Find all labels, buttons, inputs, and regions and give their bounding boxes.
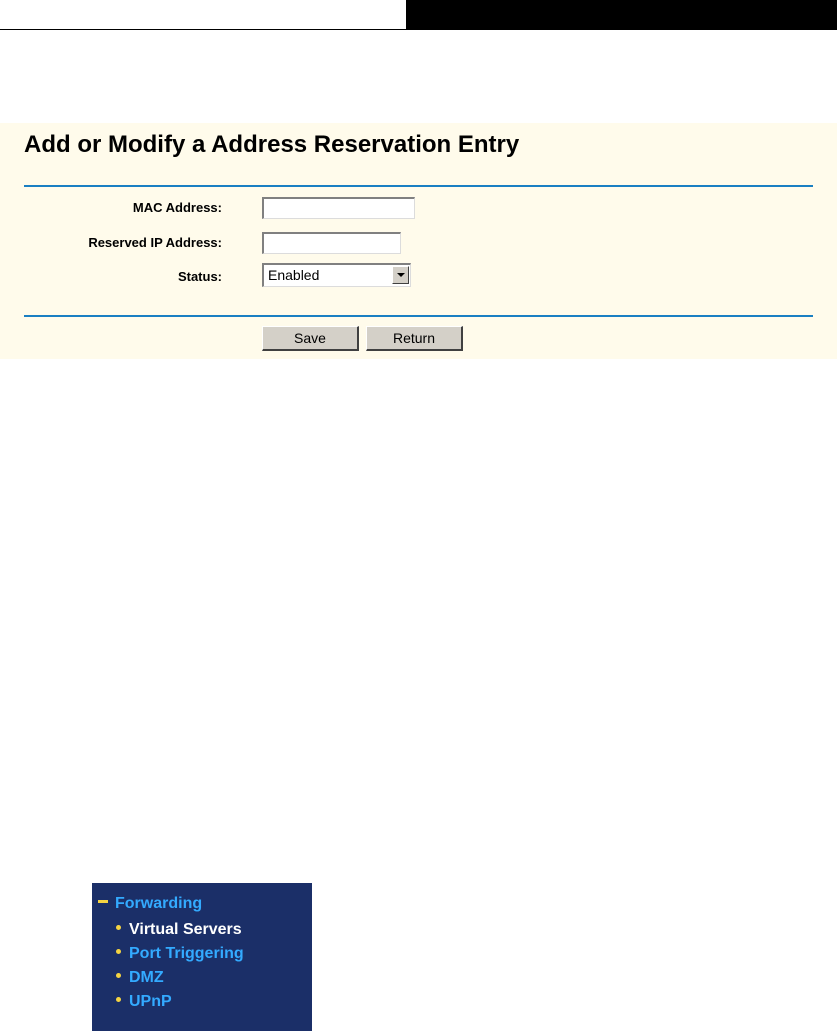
return-button[interactable]: Return xyxy=(366,326,463,351)
menu-item-forwarding-label: Forwarding xyxy=(115,895,203,912)
collapse-minus-icon xyxy=(98,900,108,903)
page-title: Add or Modify a Address Reservation Entry xyxy=(24,131,520,158)
submenu-item-label: DMZ xyxy=(129,969,164,986)
bullet-icon xyxy=(116,925,121,930)
submenu-item-port-triggering[interactable] xyxy=(116,945,244,963)
reserved-ip-label: Reserved IP Address: xyxy=(88,235,222,250)
bullet-icon xyxy=(116,973,121,978)
reserved-ip-input[interactable] xyxy=(262,232,401,254)
save-button[interactable]: Save xyxy=(262,326,359,351)
submenu-item-label: Port Triggering xyxy=(129,945,244,962)
bottom-divider xyxy=(24,315,813,317)
submenu-item-label: UPnP xyxy=(129,993,172,1010)
sidebar-menu xyxy=(92,883,312,1031)
bullet-icon xyxy=(116,997,121,1002)
submenu-item-label: Virtual Servers xyxy=(129,921,242,938)
status-select-value: Enabled xyxy=(268,267,320,283)
document-header-rule xyxy=(0,29,837,30)
chevron-down-icon xyxy=(397,273,405,277)
dropdown-arrow-button[interactable] xyxy=(392,266,409,284)
submenu-item-upnp[interactable] xyxy=(116,993,172,1011)
status-label: Status: xyxy=(177,269,222,284)
menu-item-forwarding[interactable] xyxy=(98,895,202,913)
mac-address-input[interactable] xyxy=(262,197,415,219)
mac-address-label: MAC Address: xyxy=(132,200,222,215)
document-header-bar xyxy=(406,0,837,29)
submenu-item-virtual-servers[interactable] xyxy=(116,921,242,939)
address-reservation-panel xyxy=(0,123,837,359)
bullet-icon xyxy=(116,949,121,954)
status-select[interactable] xyxy=(262,263,411,287)
submenu-item-dmz[interactable] xyxy=(116,969,164,987)
top-divider xyxy=(24,185,813,187)
